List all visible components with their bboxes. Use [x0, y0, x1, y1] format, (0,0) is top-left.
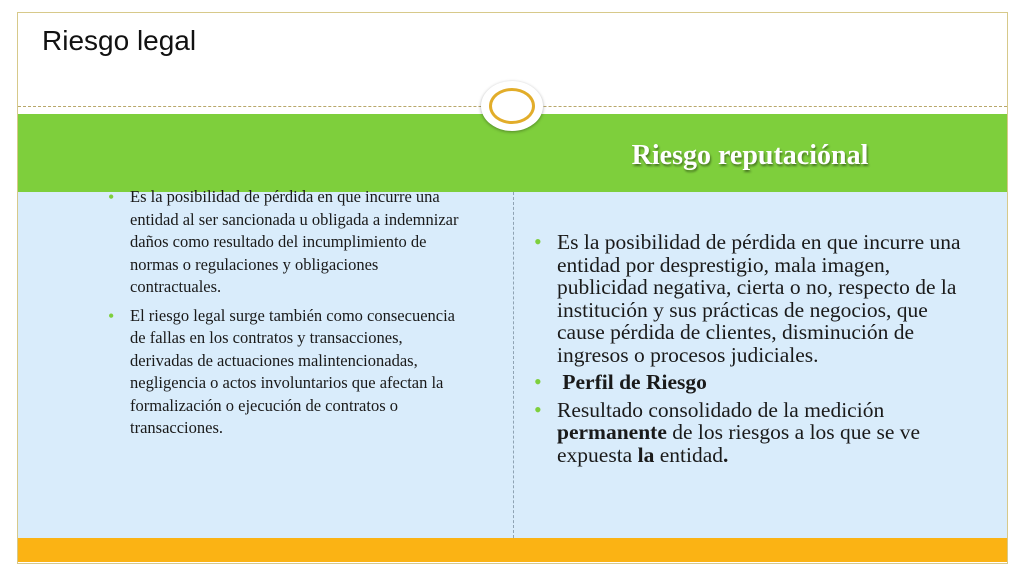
column-divider: [513, 192, 514, 538]
right-bullet-profile: [534, 371, 979, 394]
result-bold-la: la: [637, 442, 655, 467]
left-bullet-list: [108, 186, 468, 446]
profile-label: Perfil de Riesgo: [562, 370, 707, 394]
left-bullet-item: • Es la posibilidad de pérdida en que incurre una entidad al ser sancionada u obligada a indemnizar daños como resultado del incumplimiento de normas o regulaciones y obligaciones contractuales.: [108, 186, 468, 299]
result-bold-permanente: permanente: [557, 420, 667, 444]
left-bullet-item: • El riesgo legal surge también como consecuencia de fallas en los contratos y transacciones, derivadas de actuaciones malintencionadas, negligencia o actos involuntarios que afectan la formalización o ejecución de contratos o transacciones.: [108, 305, 468, 440]
ring-ornament-inner: [489, 88, 535, 124]
footer-band: [18, 538, 1007, 562]
right-column-heading: Riesgo reputaciónal: [631, 140, 869, 171]
result-text: entidad: [654, 442, 723, 467]
slide-title: Riesgo legal: [42, 25, 197, 56]
ring-ornament-icon: [481, 81, 543, 131]
right-bullet-result: [534, 399, 979, 467]
result-bold-period: .: [723, 442, 729, 467]
right-bullet-list: [534, 231, 979, 471]
right-bullet-definition: • Es la posibilidad de pérdida en que incurre una entidad por desprestigio, mala imagen, publicidad negativa, cierta o no, respecto de la institución y sus prácticas de negocios, que cause pérdida de clientes, disminución de ingresos o procesos judiciales.: [534, 231, 979, 366]
result-text: Resultado consolidado de la medición: [557, 397, 885, 422]
result-text: de los riesgos a los que se ve expuesta: [557, 420, 921, 467]
